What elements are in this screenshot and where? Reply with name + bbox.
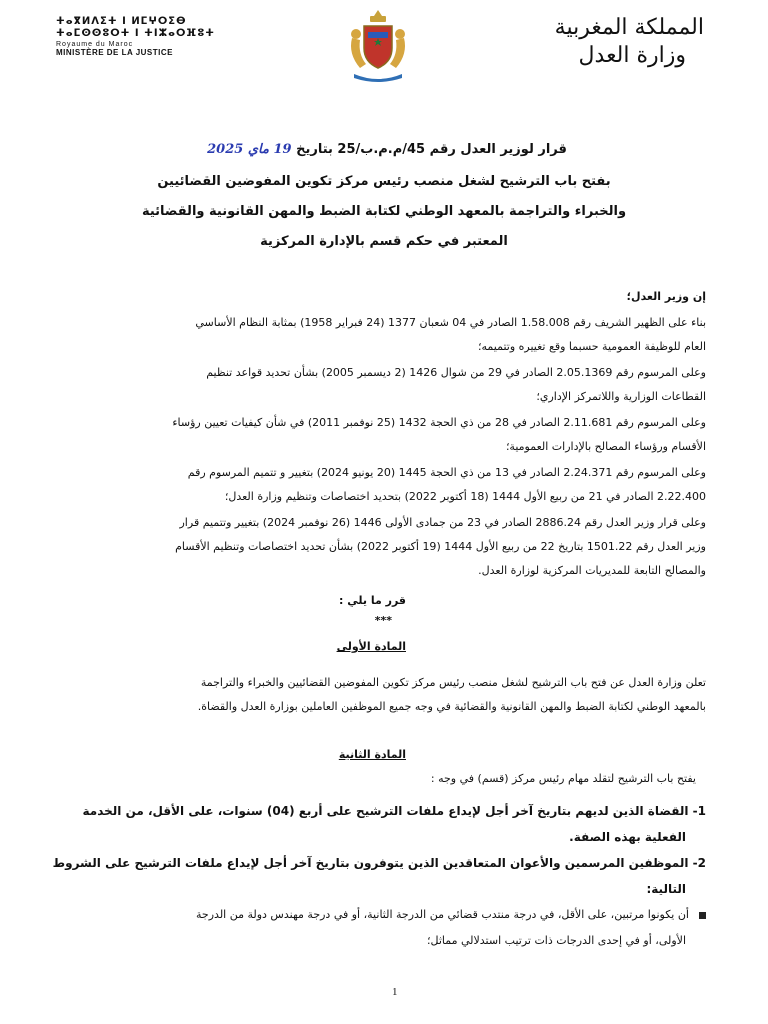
recital-3-line2: الأقسام ورؤساء المصالح بالإدارات العمومية؛	[505, 440, 706, 453]
article-1-line1: تعلن وزارة العدل عن فتح باب الترشيح لشغل منصب رئيس مركز تكوين المفوضين القضائيين والخبراء والتراجمة	[200, 676, 706, 689]
article-1-line2: بالمعهد الوطني لكتابة الضبط والمهن القانونية والقضائية في وجه جميع الموظفين العاملين بوزارة العدل والقضاة.	[197, 700, 706, 713]
bullet-item-line2: الأولى، أو في إحدى الدرجات ذات ترتيب استدلالي مماثل؛	[427, 934, 686, 947]
recital-5-line2: وزير العدل رقم 1501.22 بتاريخ 22 من ربيع الأول 1444 (19 أكتوبر 2022) بشأن تحديد اختصاصات وتنظيم الأقسام	[175, 540, 706, 553]
tifinagh-ministry: ⵜⴰⵎⵙⵙⵓⵔⵜ ⵏ ⵜⵏⵣⴰⵔⴼⵓⵜ	[56, 28, 215, 39]
letterhead	[0, 0, 768, 110]
recital-2-line1: وعلى المرسوم رقم 2.05.1369 الصادر في 29 من شوال 1426 (2 ديسمبر 2005) بشأن تحديد قواعد تنظيم	[206, 366, 706, 379]
ministere-label: MINISTÈRE DE LA JUSTICE	[56, 48, 173, 57]
stars-separator: ***	[374, 614, 392, 627]
eligibility-item-2-line2: التالية:	[646, 882, 686, 896]
bullet-item-text: أن يكونوا مرتبين، على الأقل، في درجة منتدب قضائي من الدرجة الثانية، أو في درجة مهندس دولة من الدرجة	[196, 908, 689, 921]
decides-heading: قرر ما يلي :	[339, 594, 406, 607]
ministry-emblem-left	[56, 16, 216, 57]
arabic-kingdom: المملكة المغربية	[554, 15, 704, 40]
arabic-ministry: وزارة العدل	[578, 43, 686, 68]
tifinagh-kingdom: ⵜⴰⴳⵍⴷⵉⵜ ⵏ ⵍⵎⵖⵔⵉⴱ	[56, 16, 187, 27]
recital-4-line1: وعلى المرسوم رقم 2.24.371 الصادر في 13 من ذي الحجة 1445 (20 يونيو 2024) بتغيير و تتميم المرسوم رقم	[187, 466, 706, 479]
recital-5-line3: والمصالح التابعة للمديريات المركزية لوزارة العدل.	[478, 564, 706, 577]
decision-title-line2: بفتح باب الترشيح لشغل منصب رئيس مركز تكوين المفوضين القضائيين	[157, 174, 611, 189]
minister-heading: إن وزير العدل؛	[626, 290, 706, 303]
recital-5-line1: وعلى قرار وزير العدل رقم 2886.24 الصادر في 23 من جمادى الأولى 1446 (26 نوفمبر 2024) بتغيير وتتميم قرار	[179, 516, 706, 529]
eligibility-item-1-line1: 1- القضاة الذين لديهم بتاريخ آخر أجل لإيداع ملفات الترشيح على أربع (04) سنوات، على الأقل، من الخدمة	[82, 804, 706, 818]
bullet-item-line1	[62, 908, 706, 921]
recital-1-line1: بناء على الظهير الشريف رقم 1.58.008 الصادر في 04 شعبان 1377 (24 فبراير 1958) بمثابة النظام الأساسي	[195, 316, 706, 329]
page-number: 1	[392, 986, 398, 998]
article-2-title: المادة الثانية	[338, 748, 406, 761]
decision-title-line4: المعتبر في حكم قسم بالإدارة المركزية	[260, 234, 508, 249]
decision-title-line3: والخبراء والتراجمة بالمعهد الوطني لكتابة الضبط والمهن القانونية والقضائية	[141, 204, 627, 219]
recital-1-line2: العام للوظيفة العمومية حسبما وقع تغييره وتتميمه؛	[478, 340, 706, 353]
bullet-square-icon	[699, 912, 706, 919]
coat-of-arms-icon	[346, 8, 410, 84]
recital-4-line2: 2.22.400 الصادر في 21 من ربيع الأول 1444 (18 أكتوبر 2022) بتحديد اختصاصات وتنظيم وزارة العدل؛	[224, 490, 706, 503]
decision-number: قرار لوزير العدل رقم 45/م.م.ب/25 بتاريخ	[296, 142, 567, 157]
eligibility-item-2-line1: 2- الموظفين المرسمين والأعوان المتعاقدين الذين يتوفرون بتاريخ آخر أجل لإيداع ملفات الترشيح على الشروط	[52, 856, 706, 870]
ministry-emblem-right	[555, 14, 704, 70]
article-2-intro: يفتح باب الترشيح لتقلد مهام رئيس مركز (قسم) في وجه :	[430, 772, 696, 785]
date-stamp: 19 ماي 2025	[207, 142, 292, 157]
recital-3-line1: وعلى المرسوم رقم 2.11.681 الصادر في 28 من ذي الحجة 1432 (25 نوفمبر 2011) في شأن كيفيات تعيين رؤساء	[172, 416, 706, 429]
article-1-title: المادة الأولى	[336, 640, 406, 653]
recital-2-line2: القطاعات الوزارية واللاتمركز الإداري؛	[536, 390, 706, 403]
royaume-label: Royaume du Maroc	[56, 41, 134, 48]
decision-title-line1	[62, 142, 706, 157]
eligibility-item-1-line2: الفعلية بهذه الصفة.	[569, 830, 686, 844]
